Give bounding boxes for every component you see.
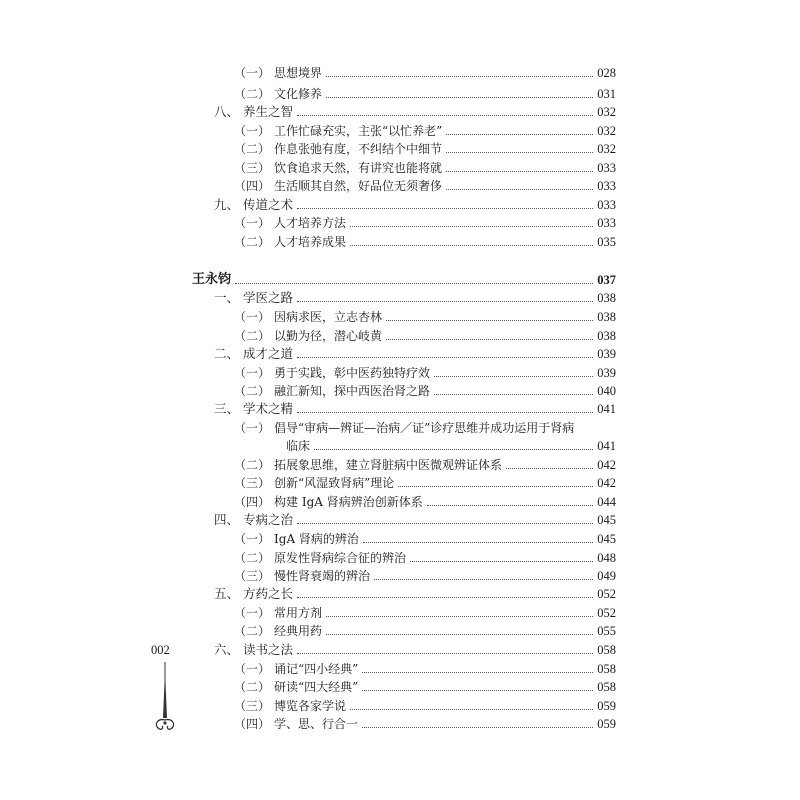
toc-subsection bbox=[234, 456, 616, 474]
toc-page-number: 045 bbox=[597, 532, 616, 546]
toc-subsection bbox=[234, 678, 616, 696]
toc-entry-title: 原发性肾病综合征的辨治 bbox=[274, 551, 407, 565]
toc-entry-number: （二） bbox=[234, 680, 271, 694]
toc-subsection bbox=[234, 308, 616, 326]
toc-entry-title: 构建 IgA 肾病辨治创新体系 bbox=[274, 495, 423, 509]
dot-leader bbox=[446, 188, 593, 190]
toc-entry-number: 六、 bbox=[214, 642, 240, 657]
toc-entry-number: （一） bbox=[234, 421, 271, 435]
toc-entry-number: （二） bbox=[234, 384, 271, 398]
dot-leader bbox=[235, 282, 593, 284]
toc-section bbox=[214, 585, 616, 603]
toc-page-number: 033 bbox=[597, 216, 616, 230]
toc-subsection bbox=[234, 177, 616, 195]
toc-entry-number: （三） bbox=[234, 476, 271, 490]
toc-page-number: 041 bbox=[597, 402, 616, 416]
toc-entry-title: 读书之法 bbox=[243, 642, 294, 657]
toc-entry-title: 方药之长 bbox=[243, 586, 294, 601]
toc-page-number: 033 bbox=[597, 179, 616, 193]
toc-entry-number: （一） bbox=[234, 66, 271, 80]
dot-leader bbox=[326, 75, 593, 77]
toc-subsection bbox=[234, 604, 616, 622]
dot-leader bbox=[506, 467, 593, 469]
dot-leader bbox=[297, 356, 593, 358]
toc-entry-number: （二） bbox=[234, 624, 271, 638]
toc-entry-number: （二） bbox=[234, 87, 271, 101]
dot-leader bbox=[297, 522, 593, 524]
dot-leader bbox=[398, 485, 593, 487]
dot-leader bbox=[434, 375, 593, 377]
toc-entry-title: 思想境界 bbox=[274, 66, 323, 80]
toc-entry-number: （三） bbox=[234, 569, 271, 583]
toc-page-number: 049 bbox=[597, 569, 616, 583]
toc-subsection bbox=[234, 474, 616, 492]
toc-section bbox=[214, 345, 616, 363]
toc-entry-number: （一） bbox=[234, 606, 271, 620]
toc-entry-title: 经典用药 bbox=[274, 624, 323, 638]
toc-page-number: 037 bbox=[597, 273, 616, 287]
dot-leader bbox=[350, 708, 593, 710]
decorative-ornament-icon bbox=[150, 660, 180, 740]
toc-page-number: 033 bbox=[597, 198, 616, 212]
toc-subsection bbox=[234, 549, 616, 567]
toc-page-number: 058 bbox=[597, 643, 616, 657]
toc-entry-number: （一） bbox=[234, 662, 271, 676]
toc-page-number: 039 bbox=[597, 347, 616, 361]
toc-subsection bbox=[286, 437, 616, 455]
toc-chapter bbox=[192, 271, 616, 289]
toc-entry-number: （三） bbox=[234, 699, 271, 713]
toc-entry-title: 创新“风湿致肾病”理论 bbox=[274, 476, 395, 490]
toc-entry-number: （二） bbox=[234, 329, 271, 343]
toc-entry-title: 研读“四大经典” bbox=[274, 680, 359, 694]
toc-page-number: 055 bbox=[597, 624, 616, 638]
toc-page-number: 052 bbox=[597, 587, 616, 601]
dot-leader bbox=[386, 338, 593, 340]
toc-entry-title: 学医之路 bbox=[243, 290, 294, 305]
toc-page-number: 038 bbox=[597, 329, 616, 343]
toc-entry-number: 二、 bbox=[214, 346, 240, 361]
toc-page-number: 040 bbox=[597, 384, 616, 398]
dot-leader bbox=[350, 244, 593, 246]
toc-page-number: 048 bbox=[597, 551, 616, 565]
toc-subsection bbox=[234, 159, 616, 177]
dot-leader bbox=[297, 652, 593, 654]
toc-subsection bbox=[234, 530, 616, 548]
dot-leader bbox=[314, 448, 593, 450]
dot-leader bbox=[326, 96, 593, 98]
toc-entry-title: 传道之术 bbox=[243, 197, 294, 212]
dot-leader bbox=[297, 411, 593, 413]
toc-subsection bbox=[234, 382, 616, 400]
dot-leader bbox=[350, 225, 593, 227]
toc-entry-number: （一） bbox=[234, 366, 271, 380]
dot-leader bbox=[427, 504, 594, 506]
toc-entry-title: 临床 bbox=[286, 439, 311, 453]
toc-page-number: 031 bbox=[597, 87, 616, 101]
toc-entry-number: （一） bbox=[234, 532, 271, 546]
toc-section bbox=[214, 103, 616, 121]
dot-leader bbox=[363, 541, 593, 543]
toc-entry-title: 因病求医，立志杏林 bbox=[274, 310, 383, 324]
toc-entry-number: 四、 bbox=[214, 512, 240, 527]
toc-page-number: 045 bbox=[597, 513, 616, 527]
toc-entry-title: 工作忙碌充实，主张“以忙养老” bbox=[274, 124, 443, 138]
toc-entry-title: 文化修养 bbox=[274, 87, 323, 101]
dot-leader bbox=[410, 560, 593, 562]
toc-page-number: 058 bbox=[597, 662, 616, 676]
toc-page-number: 035 bbox=[597, 235, 616, 249]
toc-entry-number: （一） bbox=[234, 216, 271, 230]
toc-entry-title: 专病之治 bbox=[243, 512, 294, 527]
toc-entry-title: 常用方剂 bbox=[274, 606, 323, 620]
toc-entry-title: 人才培养成果 bbox=[274, 235, 347, 249]
toc-entry-title: 学术之精 bbox=[243, 401, 294, 416]
toc-section bbox=[214, 641, 616, 659]
page-number: 002 bbox=[151, 643, 170, 657]
toc-entry-title: 倡导“审病—辨证—治病／证”诊疗思维并成功运用于肾病 bbox=[274, 421, 575, 435]
toc-entry-number: 五、 bbox=[214, 586, 240, 601]
toc-entry-title: 博览各家学说 bbox=[274, 699, 347, 713]
toc-page-number: 032 bbox=[597, 105, 616, 119]
toc-subsection bbox=[234, 233, 616, 251]
toc-entry-number: （二） bbox=[234, 458, 271, 472]
toc-entry-number: 九、 bbox=[214, 197, 240, 212]
dot-leader bbox=[446, 133, 593, 135]
toc-entry-number: （四） bbox=[234, 495, 271, 509]
toc-page-number: 059 bbox=[597, 699, 616, 713]
toc-subsection bbox=[234, 85, 616, 103]
toc-subsection bbox=[234, 493, 616, 511]
dot-leader bbox=[362, 671, 593, 673]
dot-leader bbox=[297, 207, 593, 209]
toc-entry-title: 诵记“四小经典” bbox=[274, 662, 359, 676]
toc-subsection bbox=[234, 715, 616, 733]
toc-subsection bbox=[234, 622, 616, 640]
toc-entry-title: 饮食追求天然，有讲究也能将就 bbox=[274, 161, 443, 175]
toc-entry-title: 以勤为径，潜心岐黄 bbox=[274, 329, 383, 343]
toc-entry-number: （二） bbox=[234, 142, 271, 156]
dot-leader bbox=[297, 300, 593, 302]
toc-section bbox=[214, 511, 616, 529]
toc-entry-number: 八、 bbox=[214, 104, 240, 119]
toc-page-number: 032 bbox=[597, 124, 616, 138]
toc-page-number: 032 bbox=[597, 142, 616, 156]
toc-entry-title: 生活顺其自然，好品位无须奢侈 bbox=[274, 179, 443, 193]
toc-entry-title: 学、思、行合一 bbox=[274, 717, 359, 731]
dot-leader bbox=[386, 319, 593, 321]
dot-leader bbox=[362, 726, 593, 728]
toc-subsection bbox=[234, 697, 616, 715]
toc-page-number: 038 bbox=[597, 291, 616, 305]
toc-page-number: 038 bbox=[597, 310, 616, 324]
toc-page-number: 059 bbox=[597, 717, 616, 731]
toc-entry-number: （一） bbox=[234, 124, 271, 138]
toc-page-number: 033 bbox=[597, 161, 616, 175]
toc-section bbox=[214, 196, 616, 214]
toc-entry-title: 人才培养方法 bbox=[274, 216, 347, 230]
dot-leader bbox=[374, 578, 593, 580]
toc-subsection bbox=[234, 214, 616, 232]
dot-leader bbox=[446, 151, 593, 153]
toc-page-number: 044 bbox=[597, 495, 616, 509]
toc-entry-title: 慢性肾衰竭的辨治 bbox=[274, 569, 371, 583]
dot-leader bbox=[434, 393, 593, 395]
dot-leader bbox=[362, 689, 593, 691]
toc-entry-number: 一、 bbox=[214, 290, 240, 305]
dot-leader bbox=[326, 633, 593, 635]
dot-leader bbox=[446, 170, 593, 172]
toc-entry-title: IgA 肾病的辨治 bbox=[274, 532, 359, 546]
toc-page-number: 041 bbox=[597, 439, 616, 453]
toc-entry-title: 王永钧 bbox=[192, 272, 232, 287]
toc-entry-number: （二） bbox=[234, 551, 271, 565]
toc-subsection bbox=[234, 364, 616, 382]
dot-leader bbox=[297, 114, 593, 116]
toc-subsection bbox=[234, 660, 616, 678]
toc-page-number: 028 bbox=[597, 66, 616, 80]
toc-subsection bbox=[234, 122, 616, 140]
toc-entry-number: （三） bbox=[234, 161, 271, 175]
dot-leader bbox=[326, 615, 593, 617]
toc-page-number: 039 bbox=[597, 366, 616, 380]
toc-entry-title: 成才之道 bbox=[243, 346, 294, 361]
toc-entry-number: 三、 bbox=[214, 401, 240, 416]
toc-entry-title: 拓展象思维，建立肾脏病中医微观辨证体系 bbox=[274, 458, 503, 472]
toc-subsection bbox=[234, 567, 616, 585]
toc-entry-number: （一） bbox=[234, 310, 271, 324]
toc-section bbox=[214, 289, 616, 307]
toc-subsection bbox=[234, 140, 616, 158]
toc-section bbox=[214, 400, 616, 418]
toc-subsection bbox=[234, 327, 616, 345]
toc-entry-number: （四） bbox=[234, 717, 271, 731]
toc-subsection bbox=[234, 419, 616, 437]
toc-page-number: 058 bbox=[597, 680, 616, 694]
toc-page-number: 042 bbox=[597, 458, 616, 472]
toc-subsection bbox=[234, 64, 616, 82]
dot-leader bbox=[297, 596, 593, 598]
toc-page-number: 042 bbox=[597, 476, 616, 490]
toc-entry-title: 养生之智 bbox=[243, 104, 294, 119]
toc-page-number: 052 bbox=[597, 606, 616, 620]
toc-entry-number: （二） bbox=[234, 235, 271, 249]
toc-entry-title: 作息张弛有度，不纠结个中细节 bbox=[274, 142, 443, 156]
toc-entry-title: 融汇新知，探中西医治肾之路 bbox=[274, 384, 431, 398]
toc-entry-number: （四） bbox=[234, 179, 271, 193]
toc-entry-title: 勇于实践，彰中医药独特疗效 bbox=[274, 366, 431, 380]
